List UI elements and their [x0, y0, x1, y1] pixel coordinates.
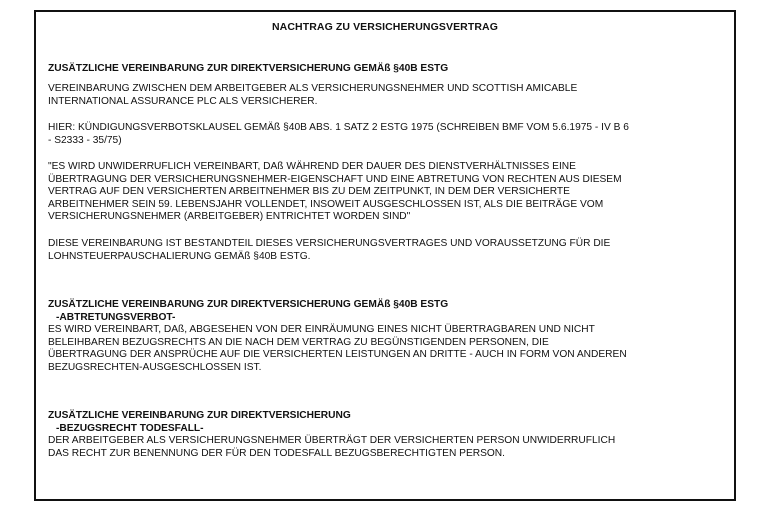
document-frame [34, 10, 736, 501]
section-1-p4-line-1: DIESE VEREINBARUNG IST BESTANDTEIL DIESES VERSICHERUNGSVERTRAGES UND VORAUSSETZUNG FÜR DIE [48, 238, 611, 249]
section-1-p2-line-2: - S2333 - 35/75) [48, 134, 122, 146]
section-2-line-3: ÜBERTRAGUNG DER ANSPRÜCHE AUF DIE VERSICHERTEN LEISTUNGEN AN DRITTE - AUCH IN FORM VON ANDEREN [48, 349, 627, 361]
section-1-p3-line-4: ARBEITNEHMER SEIN 59. LEBENSJAHR VOLLENDET, INSOWEIT AUSGESCHLOSSEN IST, ALS DIE BEITRÄGE VOM [48, 198, 604, 210]
section-3-line-1: DER ARBEITGEBER ALS VERSICHERUNGSNEHMER ÜBERTRÄGT DER VERSICHERTEN PERSON UNWIDERRUFLICH [48, 435, 616, 447]
section-2-line-1: ES WIRD VEREINBART, DAß, ABGESEHEN VON DER EINRÄUMUNG EINES NICHT ÜBERTRAGBAREN UND NICHT [48, 324, 595, 336]
section-3-heading: ZUSÄTZLICHE VEREINBARUNG ZUR DIREKTVERSICHERUNG [48, 410, 351, 421]
document-title: NACHTRAG ZU VERSICHERUNGSVERTRAG [271, 21, 499, 33]
section-1-p3-line-3: VERTRAG AUF DEN VERSICHERTEN ARBEITNEHMER BIS ZU DEM ZEITPUNKT, IN DEM DER VERSICHERTE [48, 186, 570, 198]
section-1-p3-line-2: ÜBERTRAGUNG DER VERSICHERUNGSNEHMER-EIGENSCHAFT UND EINE ABTRETUNG VON RECHTEN AUS DIESEM [48, 173, 622, 185]
section-1-p2-line-1: HIER: KÜNDIGUNGSVERBOTSKLAUSEL GEMÄß §40B ABS. 1 SATZ 2 ESTG 1975 (SCHREIBEN BMF VOM 5.6.1975 - IV B 6 [48, 122, 629, 133]
section-2-heading: ZUSÄTZLICHE VEREINBARUNG ZUR DIREKTVERSICHERUNG GEMÄß §40B ESTG [48, 299, 449, 310]
section-1-p3-line-5: VERSICHERUNGSNEHMER (ARBEITGEBER) ENTRICHTET WORDEN SIND" [48, 211, 411, 223]
section-1-p3-line-1: "ES WIRD UNWIDERRUFLICH VEREINBART, DAß WÄHREND DER DAUER DES DIENSTVERHÄLTNISSES EINE [48, 161, 576, 172]
section-3-line-2: DAS RECHT ZUR BENENNUNG DER FÜR DEN TODESFALL BEZUGSBERECHTIGTEN PERSON. [48, 447, 505, 459]
section-1-p1-line-2: INTERNATIONAL ASSURANCE PLC ALS VERSICHERER. [48, 95, 318, 107]
section-3-subheading: -BEZUGSRECHT TODESFALL- [56, 422, 204, 434]
section-2-subheading: -ABTRETUNGSVERBOT- [56, 311, 176, 323]
section-2-line-2: BELEIHBAREN BEZUGSRECHTS AN DIE NACH DEM VERTRAG ZU BEGÜNSTIGENDEN PERSONEN, DIE [48, 336, 549, 348]
section-1-heading: ZUSÄTZLICHE VEREINBARUNG ZUR DIREKTVERSICHERUNG GEMÄß §40B ESTG [48, 63, 449, 74]
section-1-p1-line-1: VEREINBARUNG ZWISCHEN DEM ARBEITGEBER ALS VERSICHERUNGSNEHMER UND SCOTTISH AMICABLE [48, 83, 578, 94]
section-2-line-4: BEZUGSRECHTEN-AUSGESCHLOSSEN IST. [48, 362, 262, 373]
section-1-p4-line-2: LOHNSTEUERPAUSCHALIERUNG GEMÄß §40B ESTG. [48, 250, 311, 262]
